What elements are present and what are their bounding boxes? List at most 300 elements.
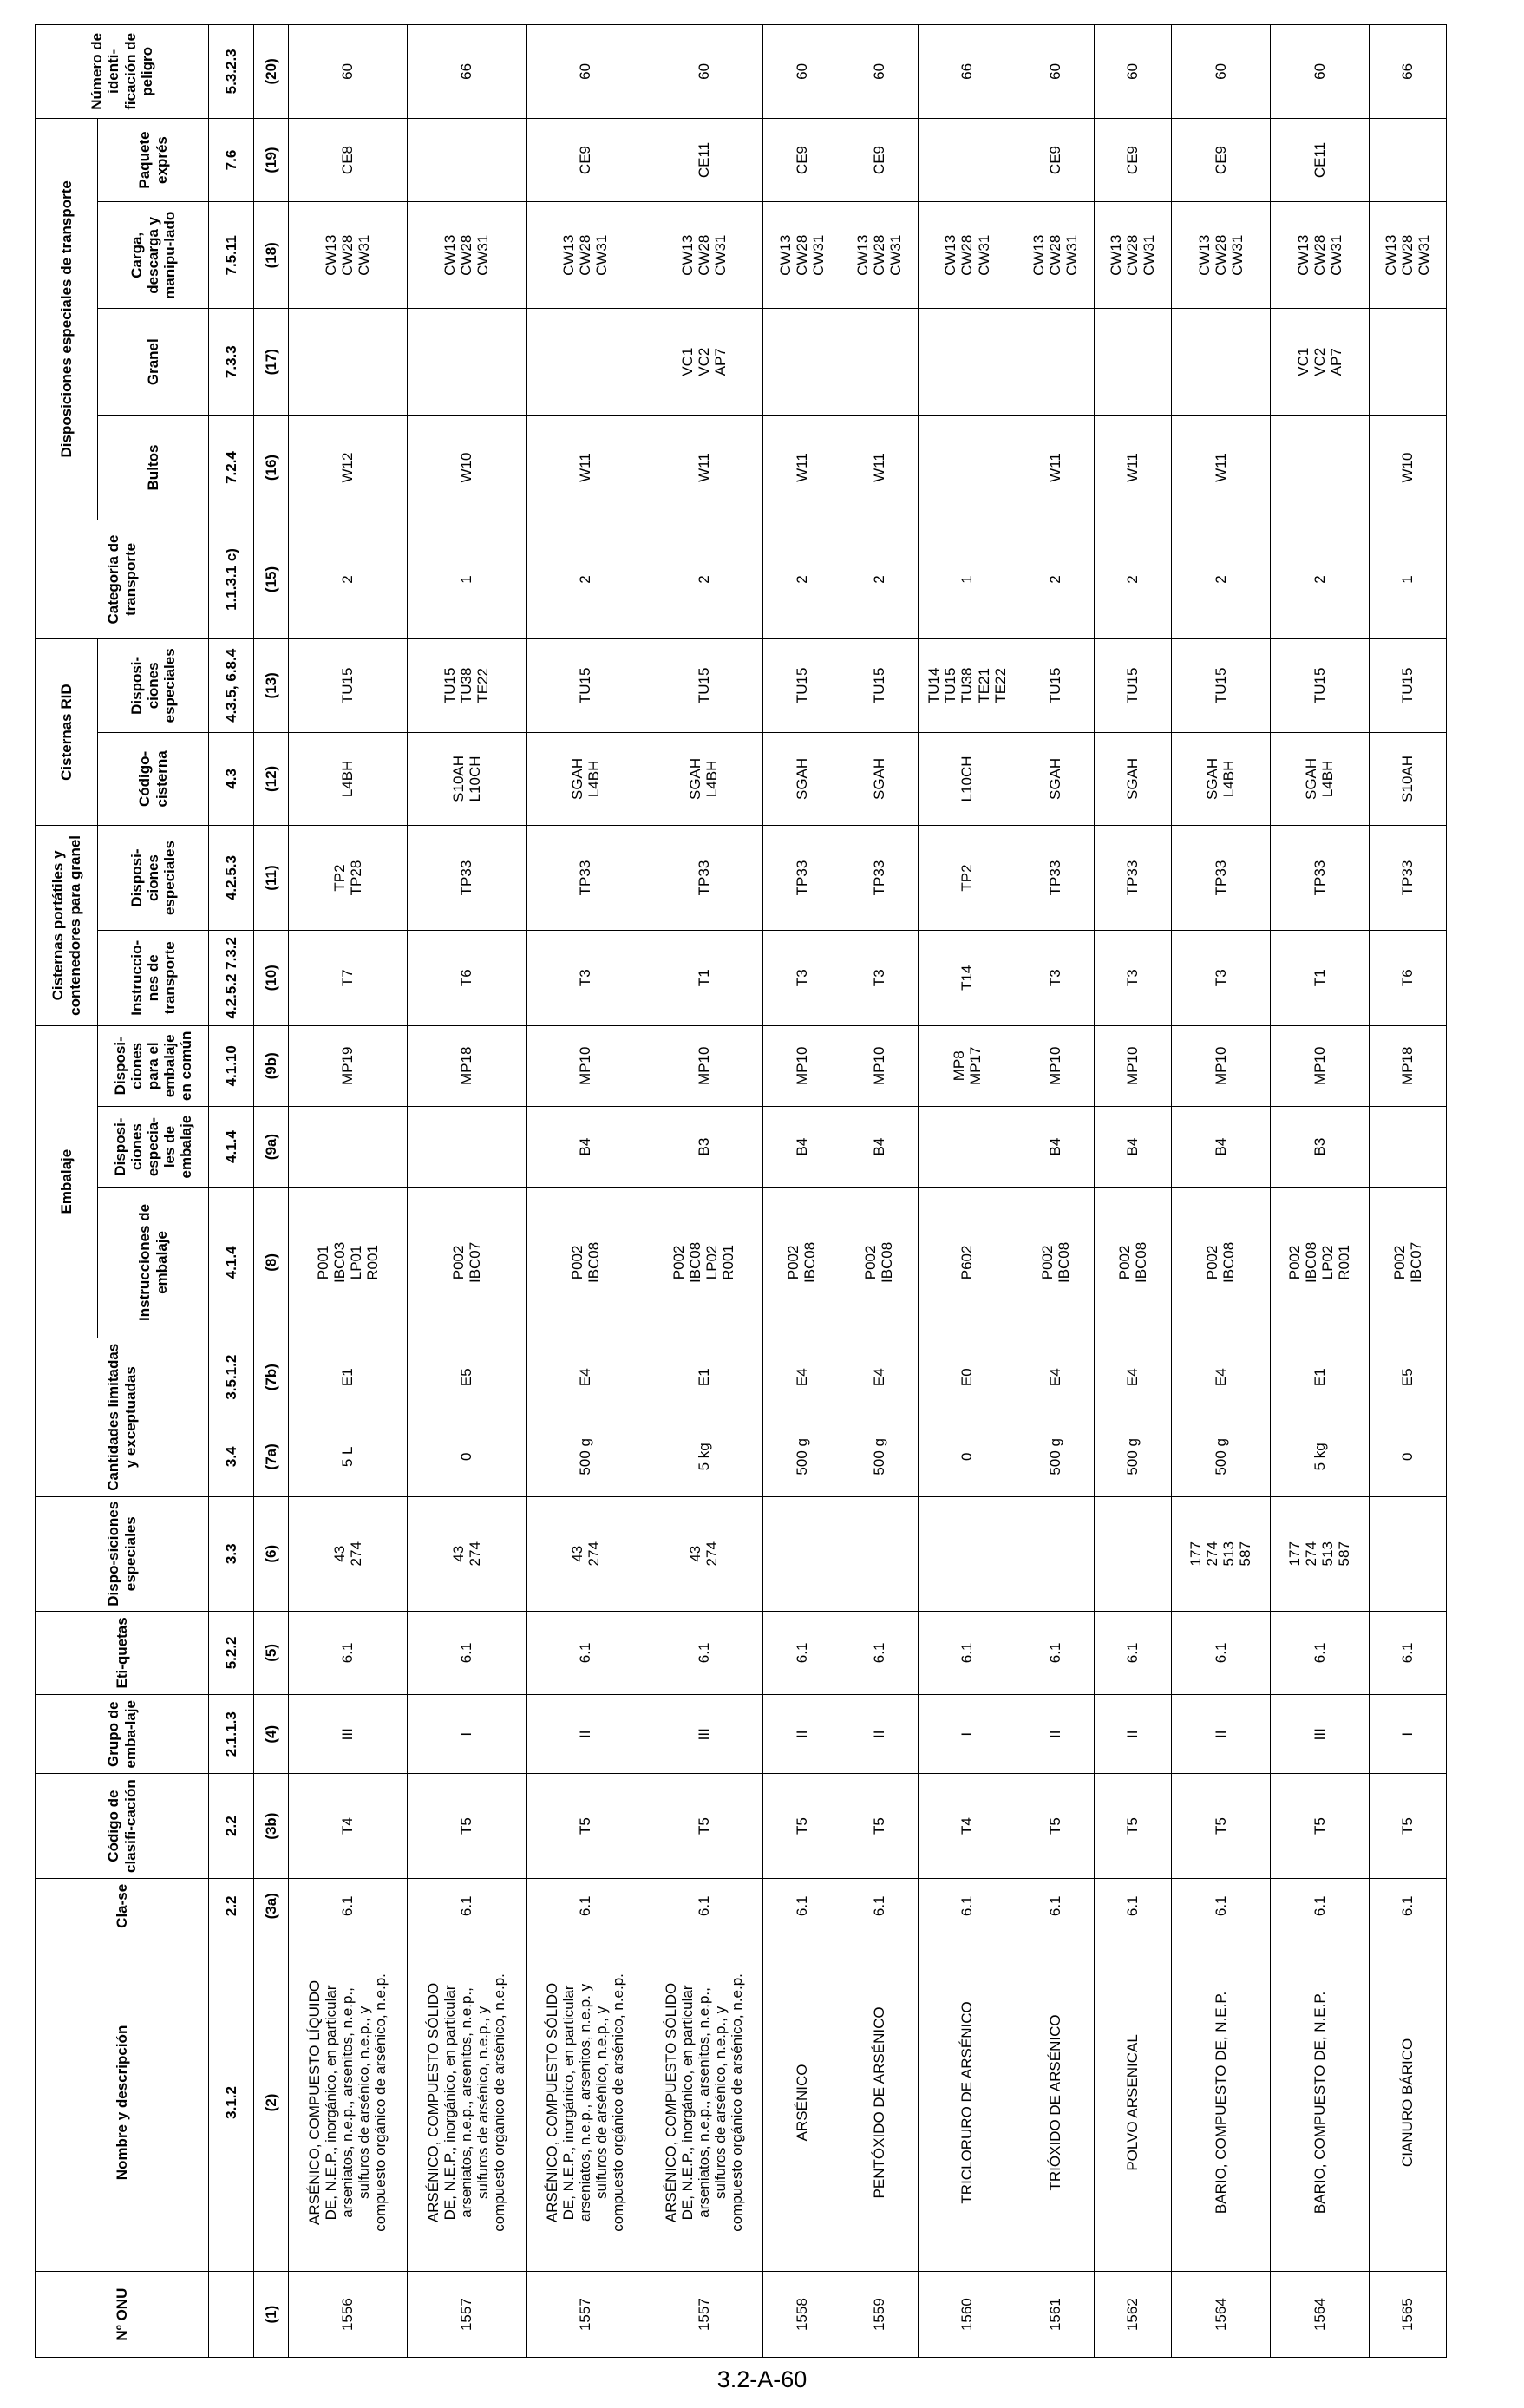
disp-embalaje-comun-line: MP17 — [967, 1046, 984, 1085]
disposiciones-cell — [1369, 1496, 1446, 1611]
etiquetas-cell: 6.1 — [918, 1611, 1017, 1695]
instrucciones-embalaje-line: P002 — [785, 1245, 802, 1280]
clase-cell: 6.1 — [918, 1878, 1017, 1934]
carga-cell — [1270, 202, 1369, 309]
instrucciones-transporte-cell: T3 — [526, 930, 644, 1025]
disp-embalaje-comun-cell — [644, 1025, 763, 1106]
colnum-cell-20: (19) — [254, 118, 289, 202]
disp-embalaje-comun-cell — [918, 1025, 1017, 1106]
disp-especiales-cisterna-line: TP28 — [347, 860, 364, 896]
onu-cell: 1557 — [407, 2272, 526, 2358]
instrucciones-embalaje-cell — [763, 1188, 840, 1338]
disp-especiales-rid-line: TU15 — [942, 667, 959, 704]
codigo-cisterna-line: SGAH — [1204, 757, 1221, 800]
categoria-cell: 2 — [526, 520, 644, 638]
disposiciones-line: 274 — [585, 1541, 602, 1567]
etiquetas-cell: 6.1 — [1094, 1611, 1171, 1695]
numero-peligro-cell: 60 — [1094, 25, 1171, 119]
instrucciones-embalaje-line: R001 — [1336, 1245, 1353, 1280]
disposiciones-cell — [1270, 1496, 1369, 1611]
name-cell — [526, 1934, 644, 2272]
carga-cell — [407, 202, 526, 309]
clase-cell: 6.1 — [763, 1878, 840, 1934]
table-row — [763, 25, 840, 2358]
name-cell — [1017, 1934, 1094, 2272]
disp-especiales-rid-line: TU15 — [695, 667, 712, 704]
header-cisternas-portatiles: Cisternas portátiles y contenedores para granel — [36, 826, 98, 1025]
cantidad-limitada-cell: 5 kg — [644, 1417, 763, 1496]
colnum-cell-9: (8) — [254, 1188, 289, 1338]
instrucciones-transporte-cell: T3 — [1017, 930, 1094, 1025]
paquete-cell — [1369, 118, 1446, 202]
carga-line: CW13 — [1108, 234, 1125, 276]
disp-especiales-cisterna-line: TP33 — [458, 860, 475, 896]
name-cell — [1270, 1934, 1369, 2272]
carga-line: CW31 — [1141, 234, 1158, 276]
bultos-cell: W12 — [289, 416, 408, 520]
disp-especiales-embalaje-line: B4 — [1124, 1137, 1141, 1156]
granel-cell — [918, 309, 1017, 416]
disp-especiales-rid-line: TU15 — [870, 667, 887, 704]
carga-line: CW31 — [1416, 234, 1433, 276]
header-cisternas-rid: Cisternas RID — [36, 639, 98, 826]
carga-cell — [840, 202, 918, 309]
clase-cell: 6.1 — [1369, 1878, 1446, 1934]
disp-especiales-rid-cell — [1017, 639, 1094, 733]
table-row — [1369, 25, 1446, 2358]
carga-line: CW13 — [559, 234, 577, 276]
disposiciones-line: 177 — [1187, 1541, 1205, 1567]
instrucciones-embalaje-cell — [840, 1188, 918, 1338]
disp-embalaje-comun-cell — [840, 1025, 918, 1106]
ref-cell-18: 7.3.3 — [209, 309, 254, 416]
granel-cell — [289, 309, 408, 416]
disp-embalaje-comun-line: MP19 — [339, 1046, 356, 1085]
codigo-cisterna-line: L4BH — [339, 760, 356, 798]
paquete-cell: CE9 — [1171, 118, 1270, 202]
name-line: DE, N.E.P., inorgánico, en particular — [678, 1985, 696, 2221]
name-line: compuesto orgánico de arsénico, n.e.p. — [728, 1973, 745, 2232]
instrucciones-embalaje-line: LP02 — [1319, 1245, 1337, 1280]
ref-cell-2: 2.2 — [209, 1878, 254, 1934]
codigo-cisterna-line: SGAH — [1303, 757, 1320, 800]
disposiciones-line: 43 — [330, 1545, 348, 1562]
codigo-cisterna-line: L4BH — [585, 760, 602, 798]
codigo-cisterna-line: L10CH — [958, 756, 976, 802]
table-row — [1270, 25, 1369, 2358]
instrucciones-embalaje-line: P002 — [449, 1245, 467, 1280]
codigo-cell: T5 — [1094, 1774, 1171, 1879]
carga-line: CW31 — [593, 234, 611, 276]
disposiciones-cell — [918, 1496, 1017, 1611]
cantidad-limitada-cell: 5 L — [289, 1417, 408, 1496]
colnum-cell-17: (16) — [254, 416, 289, 520]
carga-cell — [763, 202, 840, 309]
instrucciones-embalaje-line: P002 — [1115, 1245, 1133, 1280]
disp-especiales-embalaje-cell — [644, 1106, 763, 1187]
name-line: ARSÉNICO — [793, 2064, 810, 2142]
name-cell — [1094, 1934, 1171, 2272]
disp-especiales-embalaje-cell — [1017, 1106, 1094, 1187]
disp-especiales-embalaje-cell — [1270, 1106, 1369, 1187]
codigo-cisterna-line: L4BH — [703, 760, 721, 798]
disp-especiales-cisterna-cell — [1094, 826, 1171, 931]
disp-embalaje-comun-line: MP10 — [793, 1046, 810, 1085]
carga-line: CW28 — [1212, 234, 1229, 276]
disp-embalaje-comun-line: MP10 — [870, 1046, 887, 1085]
header-disp-especiales-embalaje: Disposi-ciones especia-les de embalaje — [98, 1106, 209, 1187]
name-line: compuesto orgánico de arsénico, n.e.p. — [372, 1973, 389, 2232]
etiquetas-cell: 6.1 — [840, 1611, 918, 1695]
carga-line: CW13 — [1030, 234, 1048, 276]
codigo-cisterna-cell — [1270, 732, 1369, 826]
disp-especiales-cisterna-line: TP33 — [870, 860, 887, 896]
disp-especiales-cisterna-cell — [1017, 826, 1094, 931]
codigo-cell: T5 — [644, 1774, 763, 1879]
codigo-cell: T5 — [840, 1774, 918, 1879]
instrucciones-embalaje-line: P002 — [1390, 1245, 1408, 1280]
name-line: sulfuros de arsénico, n.e.p., y — [593, 2006, 611, 2199]
etiquetas-cell: 6.1 — [526, 1611, 644, 1695]
numero-peligro-cell: 66 — [407, 25, 526, 119]
bultos-cell: W11 — [1017, 416, 1094, 520]
carga-line: CW31 — [809, 234, 827, 276]
instrucciones-embalaje-line: P002 — [568, 1245, 585, 1280]
codigo-cisterna-cell — [1369, 732, 1446, 826]
codigo-cell: T5 — [1270, 1774, 1369, 1879]
disp-especiales-cisterna-cell — [526, 826, 644, 931]
onu-cell: 1557 — [526, 2272, 644, 2358]
carga-line: CW28 — [958, 234, 976, 276]
disposiciones-line: 587 — [1237, 1541, 1254, 1567]
granel-line: VC1 — [678, 347, 696, 376]
carga-line: CW28 — [793, 234, 810, 276]
name-line: arseniatos, n.e.p., arsenitos, n.e.p. y — [577, 1983, 594, 2222]
disposiciones-cell — [840, 1496, 918, 1611]
instrucciones-embalaje-cell — [1369, 1188, 1446, 1338]
colnum-cell-10: (9a) — [254, 1106, 289, 1187]
carga-line: CW13 — [776, 234, 794, 276]
disp-especiales-rid-line: TU38 — [958, 667, 976, 704]
categoria-cell: 1 — [918, 520, 1017, 638]
cantidad-exceptuada-cell: E4 — [763, 1338, 840, 1417]
codigo-cisterna-line: SGAH — [568, 757, 585, 800]
table-row — [1171, 25, 1270, 2358]
colnum-cell-4: (4) — [254, 1695, 289, 1774]
name-cell — [644, 1934, 763, 2272]
disp-especiales-embalaje-line: B3 — [1311, 1137, 1328, 1156]
header-codigo-cisterna: Código-cisterna — [98, 732, 209, 826]
carga-line: CW28 — [870, 234, 887, 276]
instrucciones-embalaje-line: LP02 — [703, 1245, 721, 1280]
granel-cell — [407, 309, 526, 416]
cantidad-exceptuada-cell: E4 — [1171, 1338, 1270, 1417]
carga-line: CW31 — [474, 234, 492, 276]
colnum-cell-0: (1) — [254, 2272, 289, 2358]
ref-cell-15: 4.3.5, 6.8.4 — [209, 639, 254, 733]
carga-line: CW13 — [854, 234, 871, 276]
disp-especiales-rid-line: TU15 — [339, 667, 356, 704]
categoria-cell: 1 — [1369, 520, 1446, 638]
numero-peligro-cell: 66 — [918, 25, 1017, 119]
carga-line: CW28 — [1399, 234, 1416, 276]
instrucciones-embalaje-line: IBC07 — [1407, 1241, 1424, 1284]
colnum-cell-3: (3b) — [254, 1774, 289, 1879]
instrucciones-embalaje-cell — [526, 1188, 644, 1338]
header-paquete: Paquete exprés — [98, 118, 209, 202]
instrucciones-embalaje-line: P002 — [670, 1245, 688, 1280]
clase-cell: 6.1 — [644, 1878, 763, 1934]
disp-embalaje-comun-line: MP10 — [1047, 1046, 1064, 1085]
cantidad-exceptuada-cell: E1 — [644, 1338, 763, 1417]
onu-cell: 1561 — [1017, 2272, 1094, 2358]
name-line: sulfuros de arsénico, n.e.p., y — [474, 2006, 492, 2199]
disp-especiales-rid-line: TU15 — [1212, 667, 1229, 704]
disp-especiales-cisterna-line: TP33 — [1399, 860, 1416, 896]
grupo-cell: I — [1369, 1695, 1446, 1774]
header-granel: Granel — [98, 309, 209, 416]
colnum-cell-16: (15) — [254, 520, 289, 638]
bultos-cell — [1270, 416, 1369, 520]
name-line: ARSÉNICO, COMPUESTO SÓLIDO — [543, 1982, 560, 2223]
paquete-cell — [407, 118, 526, 202]
numero-peligro-cell: 60 — [840, 25, 918, 119]
disp-especiales-cisterna-cell — [840, 826, 918, 931]
instrucciones-embalaje-line: P602 — [958, 1245, 976, 1280]
disp-especiales-rid-line: TE21 — [975, 668, 992, 703]
disp-especiales-rid-line: TU15 — [442, 667, 459, 704]
carga-line: CW28 — [1124, 234, 1141, 276]
colnum-cell-19: (18) — [254, 202, 289, 309]
onu-cell: 1560 — [918, 2272, 1017, 2358]
colnum-cell-14: (12) — [254, 732, 289, 826]
disp-especiales-rid-line: TE22 — [991, 668, 1009, 703]
instrucciones-embalaje-cell — [1270, 1188, 1369, 1338]
header-categoria: Categoría de transporte — [36, 520, 209, 638]
name-line: arseniatos, n.e.p., arsenitos, n.e.p., — [339, 1987, 356, 2218]
codigo-cell: T5 — [526, 1774, 644, 1879]
grupo-cell: II — [1017, 1695, 1094, 1774]
disp-embalaje-comun-cell — [526, 1025, 644, 1106]
clase-cell: 6.1 — [840, 1878, 918, 1934]
disposiciones-cell — [1094, 1496, 1171, 1611]
codigo-cell: T5 — [1017, 1774, 1094, 1879]
disposiciones-line: 274 — [1204, 1541, 1221, 1567]
instrucciones-transporte-cell: T1 — [644, 930, 763, 1025]
name-line: compuesto orgánico de arsénico, n.e.p. — [491, 1973, 508, 2232]
name-cell — [407, 1934, 526, 2272]
codigo-cisterna-cell — [1094, 732, 1171, 826]
disposiciones-cell — [407, 1496, 526, 1611]
carga-line: CW31 — [1327, 234, 1344, 276]
disposiciones-cell — [763, 1496, 840, 1611]
onu-cell: 1564 — [1270, 2272, 1369, 2358]
codigo-cisterna-line: S10AH — [1399, 755, 1416, 802]
column-number-row — [254, 25, 289, 2358]
grupo-cell: I — [918, 1695, 1017, 1774]
carga-line: CW13 — [942, 234, 959, 276]
header-clase: Cla-se — [36, 1878, 209, 1934]
cantidad-limitada-cell: 0 — [407, 1417, 526, 1496]
bultos-cell: W11 — [1171, 416, 1270, 520]
categoria-cell: 1 — [407, 520, 526, 638]
cantidad-exceptuada-cell: E4 — [840, 1338, 918, 1417]
codigo-cisterna-cell — [407, 732, 526, 826]
disp-embalaje-comun-cell — [1094, 1025, 1171, 1106]
paquete-cell: CE9 — [763, 118, 840, 202]
disp-especiales-rid-line: TU15 — [793, 667, 810, 704]
disp-embalaje-comun-line: MP10 — [577, 1046, 594, 1085]
instrucciones-embalaje-cell — [407, 1188, 526, 1338]
table-row — [644, 25, 763, 2358]
disposiciones-cell — [1171, 1496, 1270, 1611]
instrucciones-embalaje-line: IBC07 — [466, 1241, 483, 1284]
disposiciones-cell — [1017, 1496, 1094, 1611]
disp-especiales-embalaje-cell — [840, 1106, 918, 1187]
clase-cell: 6.1 — [407, 1878, 526, 1934]
carga-line: CW31 — [1063, 234, 1081, 276]
disp-especiales-cisterna-line: TP33 — [695, 860, 712, 896]
name-line: CIANURO BÁRICO — [1399, 2038, 1416, 2168]
header-codigo: Código de clasifi-cación — [36, 1774, 209, 1879]
table-row — [526, 25, 644, 2358]
disp-especiales-cisterna-line: TP33 — [1047, 860, 1064, 896]
cantidad-limitada-cell: 5 kg — [1270, 1417, 1369, 1496]
grupo-cell: II — [1171, 1695, 1270, 1774]
disp-embalaje-comun-line: MP10 — [1124, 1046, 1141, 1085]
header-disposiciones: Dispo-siciones especiales — [36, 1496, 209, 1611]
paquete-cell: CE9 — [1017, 118, 1094, 202]
cantidad-exceptuada-cell: E5 — [407, 1338, 526, 1417]
disp-especiales-embalaje-cell — [1094, 1106, 1171, 1187]
instrucciones-transporte-cell: T7 — [289, 930, 408, 1025]
ref-cell-20: 7.6 — [209, 118, 254, 202]
categoria-cell: 2 — [763, 520, 840, 638]
carga-line: CW28 — [458, 234, 475, 276]
name-line: TRICLORURO DE ARSÉNICO — [958, 2001, 976, 2204]
disp-especiales-rid-cell — [1270, 639, 1369, 733]
name-line: DE, N.E.P., inorgánico, en particular — [323, 1985, 340, 2221]
carga-line: CW28 — [1311, 234, 1328, 276]
disp-especiales-embalaje-cell — [407, 1106, 526, 1187]
cantidad-limitada-cell: 500 g — [526, 1417, 644, 1496]
disp-especiales-embalaje-cell — [763, 1106, 840, 1187]
paquete-cell: CE11 — [1270, 118, 1369, 202]
categoria-cell: 2 — [1017, 520, 1094, 638]
instrucciones-embalaje-line: P002 — [862, 1245, 880, 1280]
carga-line: CW31 — [356, 234, 373, 276]
disp-embalaje-comun-line: MP10 — [1311, 1046, 1328, 1085]
grupo-cell: III — [289, 1695, 408, 1774]
instrucciones-embalaje-line: IBC08 — [585, 1241, 602, 1284]
name-line: ARSÉNICO, COMPUESTO SÓLIDO — [662, 1982, 679, 2223]
ref-cell-0 — [209, 2272, 254, 2358]
disp-especiales-rid-cell — [1171, 639, 1270, 733]
name-line: POLVO ARSENICAL — [1124, 2034, 1141, 2171]
instrucciones-embalaje-line: IBC08 — [1055, 1241, 1072, 1284]
disposiciones-line: 587 — [1336, 1541, 1353, 1567]
carga-line: CW31 — [886, 234, 904, 276]
onu-cell: 1556 — [289, 2272, 408, 2358]
disposiciones-line: 274 — [347, 1541, 364, 1567]
numero-peligro-cell: 60 — [1270, 25, 1369, 119]
instrucciones-embalaje-line: R001 — [720, 1245, 737, 1280]
header-instrucciones-transporte: Instruccio-nes de transporte — [98, 930, 209, 1025]
disposiciones-cell — [526, 1496, 644, 1611]
disp-embalaje-comun-line: MP18 — [458, 1046, 475, 1085]
disp-especiales-cisterna-line: TP33 — [793, 860, 810, 896]
disp-especiales-rid-line: TU15 — [1399, 667, 1416, 704]
header-onu: Nº ONU — [36, 2272, 209, 2358]
numero-peligro-cell: 60 — [526, 25, 644, 119]
header-numero-peligro: Número de identi-ficación de peligro — [36, 25, 209, 119]
onu-cell: 1565 — [1369, 2272, 1446, 2358]
disposiciones-line: 177 — [1286, 1541, 1304, 1567]
granel-cell — [644, 309, 763, 416]
instrucciones-embalaje-line: IBC08 — [1303, 1241, 1320, 1284]
codigo-cisterna-cell — [289, 732, 408, 826]
colnum-cell-13: (11) — [254, 826, 289, 931]
carga-cell — [1094, 202, 1171, 309]
disp-especiales-rid-line: TU14 — [926, 667, 943, 704]
codigo-cisterna-cell — [840, 732, 918, 826]
etiquetas-cell: 6.1 — [289, 1611, 408, 1695]
disp-especiales-cisterna-cell — [289, 826, 408, 931]
disp-embalaje-comun-cell — [763, 1025, 840, 1106]
categoria-cell: 2 — [1171, 520, 1270, 638]
disp-especiales-rid-cell — [526, 639, 644, 733]
header-disp-embalaje-comun: Disposi-ciones para el embalaje en común — [98, 1025, 209, 1106]
name-line: compuesto orgánico de arsénico, n.e.p. — [610, 1973, 627, 2232]
cantidad-limitada-cell: 500 g — [763, 1417, 840, 1496]
codigo-cisterna-cell — [918, 732, 1017, 826]
ref-cell-5: 5.2.2 — [209, 1611, 254, 1695]
onu-cell: 1562 — [1094, 2272, 1171, 2358]
instrucciones-transporte-cell: T14 — [918, 930, 1017, 1025]
disp-especiales-cisterna-cell — [763, 826, 840, 931]
disp-especiales-embalaje-cell — [526, 1106, 644, 1187]
clase-cell: 6.1 — [1171, 1878, 1270, 1934]
carga-cell — [644, 202, 763, 309]
disp-especiales-embalaje-line: B4 — [870, 1137, 887, 1156]
granel-cell — [1369, 309, 1446, 416]
granel-cell — [526, 309, 644, 416]
carga-line: CW13 — [323, 234, 340, 276]
carga-line: CW28 — [1047, 234, 1064, 276]
clase-cell: 6.1 — [289, 1878, 408, 1934]
disposiciones-cell — [289, 1496, 408, 1611]
instrucciones-embalaje-line: IBC08 — [801, 1241, 819, 1284]
paquete-cell: CE9 — [840, 118, 918, 202]
categoria-cell: 2 — [1270, 520, 1369, 638]
header-instrucciones-embalaje: Instrucciones de embalaje — [98, 1188, 209, 1338]
carga-line: CW13 — [1383, 234, 1400, 276]
disp-especiales-rid-cell — [644, 639, 763, 733]
name-line: arseniatos, n.e.p., arsenitos, n.e.p., — [458, 1987, 475, 2218]
instrucciones-embalaje-line: P002 — [1204, 1245, 1221, 1280]
instrucciones-embalaje-cell — [918, 1188, 1017, 1338]
name-line: BARIO, COMPUESTO DE, N.E.P. — [1212, 1991, 1229, 2215]
instrucciones-embalaje-line: IBC03 — [330, 1241, 348, 1284]
instrucciones-embalaje-cell — [289, 1188, 408, 1338]
carga-line: CW31 — [975, 234, 992, 276]
instrucciones-embalaje-line: P002 — [1286, 1245, 1304, 1280]
ref-cell-9: 4.1.4 — [209, 1188, 254, 1338]
numero-peligro-cell: 66 — [1369, 25, 1446, 119]
codigo-cisterna-line: SGAH — [687, 757, 704, 800]
codigo-cell: T5 — [1369, 1774, 1446, 1879]
instrucciones-embalaje-line: IBC08 — [1220, 1241, 1238, 1284]
